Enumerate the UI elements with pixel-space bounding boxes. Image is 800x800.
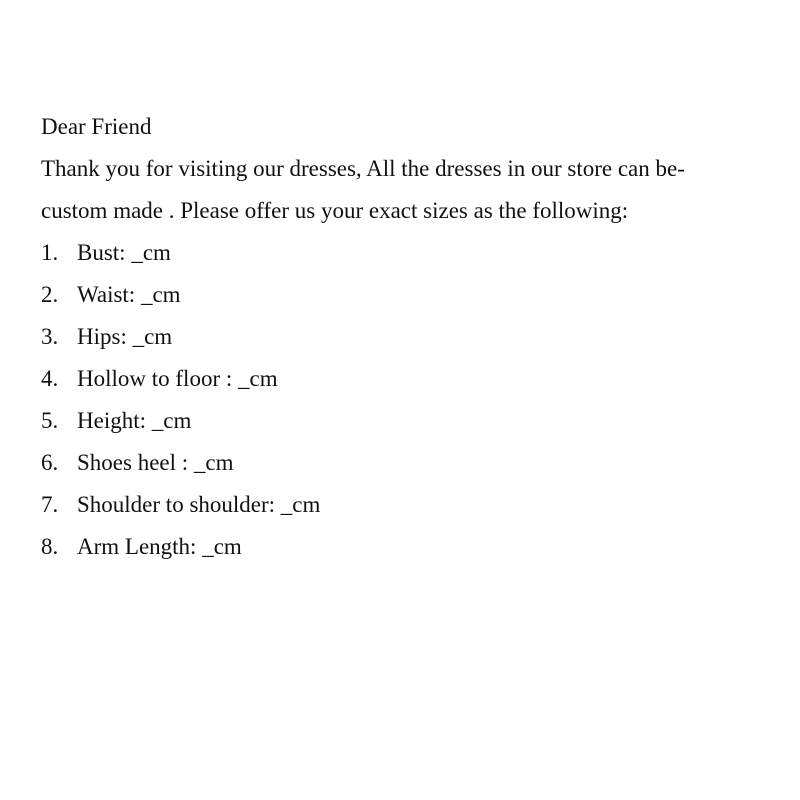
list-item-text: Hips: _cm [77,324,173,349]
letter [41,106,781,568]
list-item [41,274,781,316]
size-list [41,232,781,568]
list-item-text: Waist: _cm [77,282,181,307]
list-item-number: 2. [41,282,59,307]
list-item [41,526,781,568]
body-line-1: Thank you for visiting our dresses, All the dresses in our store can be- [41,156,685,181]
list-item-number: 4. [41,366,59,391]
list-item-text: Bust: _cm [77,240,171,265]
list-item-number: 7. [41,492,59,517]
list-item [41,484,781,526]
list-item-number: 6. [41,450,59,475]
list-item-text: Height: _cm [77,408,192,433]
list-item [41,232,781,274]
list-item [41,358,781,400]
list-item-number: 3. [41,324,59,349]
list-item-number: 5. [41,408,59,433]
list-item-text: Shoes heel : _cm [77,450,234,475]
list-item-text: Arm Length: _cm [77,534,242,559]
list-item [41,316,781,358]
body-line-2: custom made . Please offer us your exact sizes as the following: [41,198,629,223]
list-item-text: Shoulder to shoulder: _cm [77,492,321,517]
list-item-text: Hollow to floor : _cm [77,366,278,391]
list-item [41,400,781,442]
list-item-number: 8. [41,534,59,559]
greeting: Dear Friend [41,114,152,139]
list-item [41,442,781,484]
list-item-number: 1. [41,240,59,265]
